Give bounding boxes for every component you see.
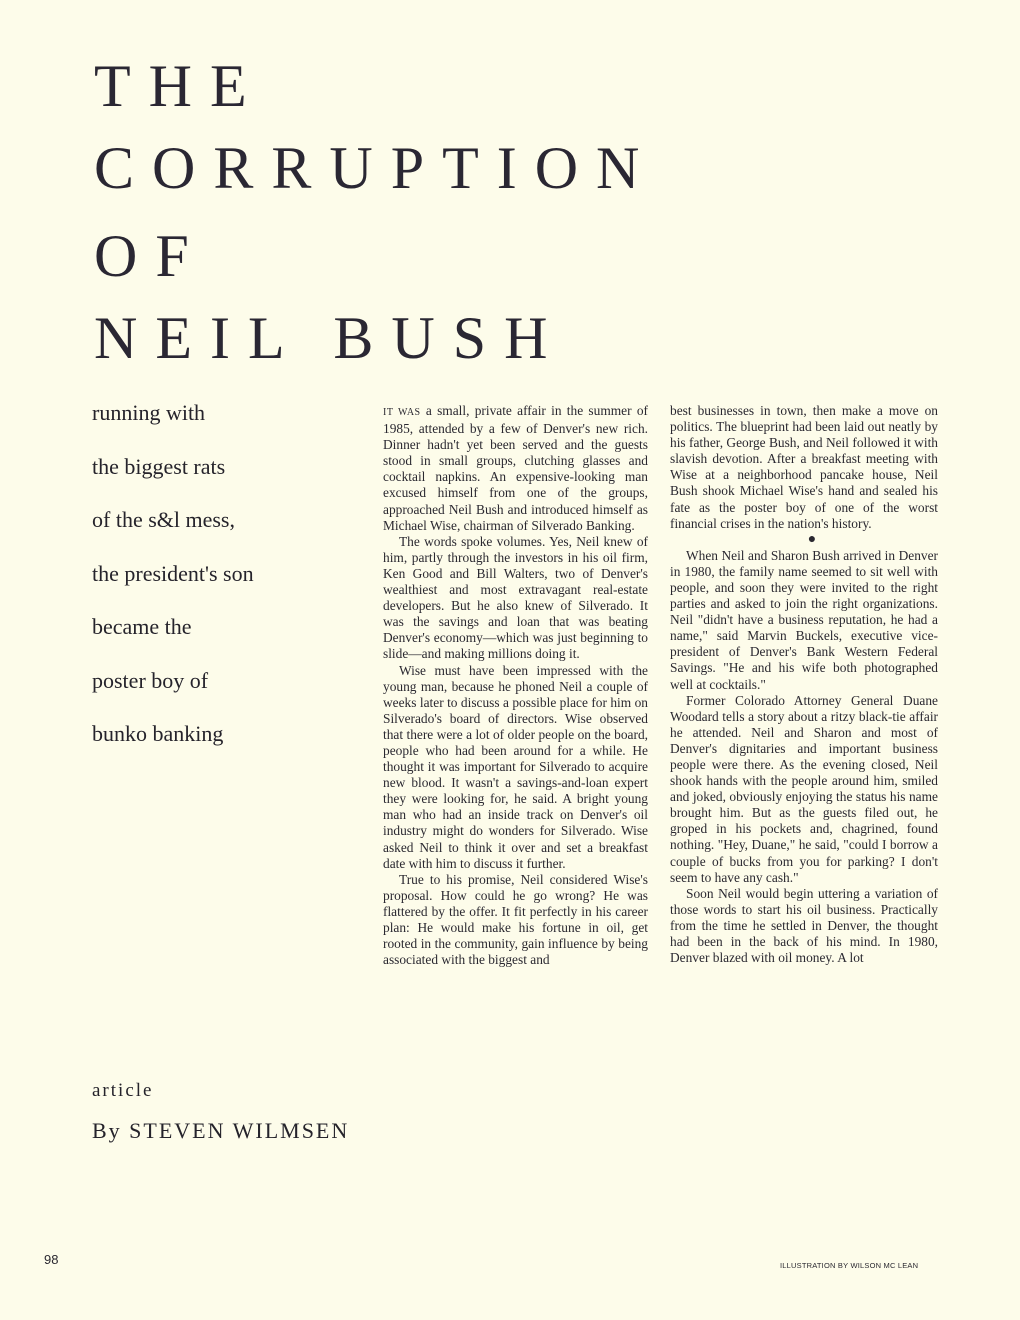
paragraph: Soon Neil would begin uttering a variation of those words to start his oil business. Practically from the time he settled in Denver, the thought had been in the back of his mind. In 1980, Denver blazed with oil money. A lot (670, 885, 938, 966)
paragraph-text: a small, private affair in the summer of 1985, attended by a few of Denver's new rich. Dinner hadn't yet been served and the guests stood in small groups, clutching glasses and cocktail napkins. An expensive-looking man excused himself from one of the groups, approached Neil Bush and introduced himself as Michael Wise, chairman of Silverado Banking. (383, 403, 648, 533)
title-line-3: OF (94, 223, 207, 289)
paragraph: When Neil and Sharon Bush arrived in Denver in 1980, the family name seemed to sit well with people, and soon they were invited to the right parties and asked to join the right organizations. Neil "didn't have a business reputation, he had a name," said Marvin Buckels, executive vice-president of Denver's Bank Western Federal Savings. "He and his wife both photographed well at cocktails." (670, 547, 938, 692)
paragraph-continued: best businesses in town, then make a move on politics. The blueprint had been laid out neatly by his father, George Bush, and Neil followed it with slavish devotion. After a breakfast meeting with Wise at a neighborhood pancake house, Neil Bush shook Michael Wise's hand and sealed his fate as the poster boy of one of the worst financial crises in the nation's history. (670, 403, 938, 531)
page-number: 98 (44, 1252, 59, 1267)
deck-line: the biggest rats (92, 453, 226, 479)
body-column-1 (383, 403, 648, 968)
paragraph: True to his promise, Neil considered Wise's proposal. How could he go wrong? He was flattered by the offer. It fit perfectly in his career plan: He would make his fortune in oil, get rooted in the community, gain influence by being associated with the biggest and (383, 871, 648, 968)
deck-line: running with (92, 400, 206, 425)
title-line-1: THE (94, 53, 265, 119)
paragraph: The words spoke volumes. Yes, Neil knew of him, partly through the investors in his oil firm, Ken Good and Bill Walters, two of Denver's wealthiest and most extravagant real-estate developers. But he also knew of Silverado. It was the savings and loan that was beating Denver's economy—which was just beginning to slide—and making millions doing it. (383, 533, 648, 662)
deck-line: poster boy of (92, 667, 209, 693)
lead-in: IT WAS (383, 407, 421, 418)
paragraph: Former Colorado Attorney General Duane Woodard tells a story about a ritzy black-tie affair he attended. Neil and Sharon and most of Denver's dignitaries and important business people were there. As the evening closed, Neil shook hands with the people around him, smiled and joked, obviously enjoying the status his name brought him. But as the guests filed out, he groped in his pockets and, chagrined, found nothing. "Hey, Duane," he said, "could I borrow a couple of bucks from you for parking? I don't seem to have any cash." (670, 692, 938, 885)
body-column-2 (670, 403, 938, 966)
deck-line: became the (92, 614, 192, 639)
title-line-2: CORRUPTION (94, 135, 658, 201)
illustration-credit: ILLUSTRATION BY WILSON MC LEAN (780, 1261, 919, 1270)
deck-line: bunko banking (92, 721, 224, 746)
byline: By STEVEN WILMSEN (92, 1118, 350, 1143)
paragraph (383, 403, 648, 534)
section-label: article (92, 1080, 154, 1101)
section-separator: ● (807, 531, 817, 547)
paragraph: Wise must have been impressed with the young man, because he phoned Neil a couple of weeks later to discuss a possible place for him on Silverado's board of directors. Wise observed that there were a lot of older people on the board, people who had been around for a while. He thought it was important for Silverado to acquire new blood. It wasn't a savings-and-loan expert they were looking for, he said. A bright young man who had an inside track on Denver's oil industry might do wonders for Silverado. Wise asked Neil to think it over and set a breakfast date with him to discuss it further. (383, 662, 648, 871)
deck (92, 398, 342, 773)
title-line-4: NEIL BUSH (94, 305, 566, 371)
deck-line: of the s&l mess, (92, 507, 235, 532)
deck-line: the president's son (92, 560, 254, 586)
